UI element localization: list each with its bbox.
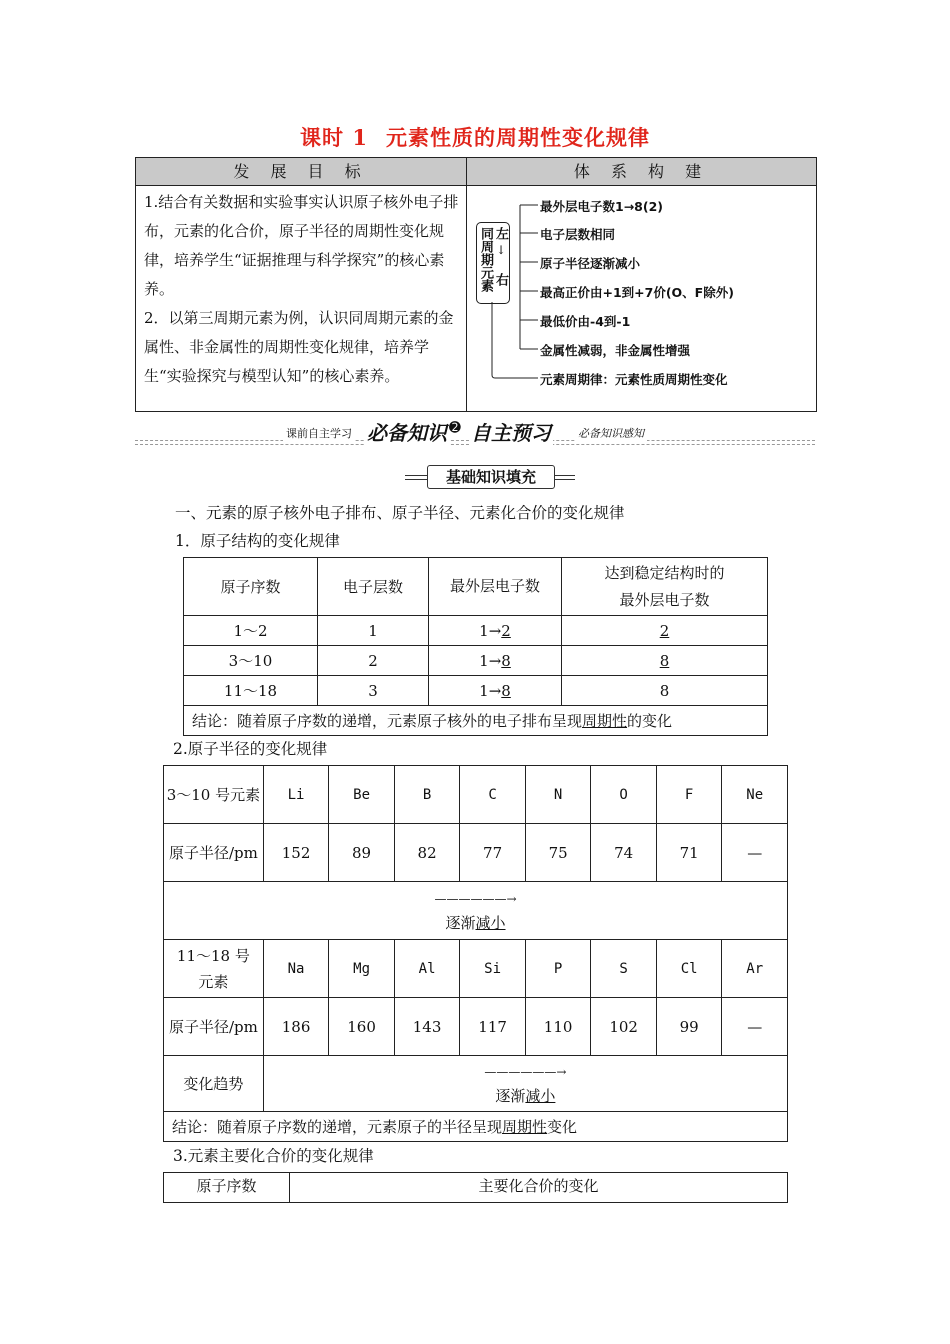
table-cell: 1 <box>318 616 429 646</box>
table-header: 达到稳定结构时的最外层电子数 <box>562 558 768 616</box>
element-cell: Si <box>460 940 526 998</box>
element-cell: Al <box>394 940 460 998</box>
valence-table <box>163 1172 788 1203</box>
table-cell: 3～10 <box>184 646 318 676</box>
value-cell: 143 <box>394 998 460 1056</box>
subheading-1: 1．原子结构的变化规律 <box>175 532 340 550</box>
conclusion: 结论：随着原子序数的递增，元素原子核外的电子排布呈现周期性的变化 <box>184 706 768 736</box>
table-row <box>184 706 768 736</box>
lesson-title: 元素性质的周期性变化规律 <box>385 125 650 150</box>
value-cell: 77 <box>460 824 526 882</box>
direction-bottom: 右 <box>493 273 508 286</box>
element-cell: O <box>591 766 657 824</box>
row-label: 变化趋势 <box>164 1056 264 1112</box>
value-cell: — <box>722 824 788 882</box>
table-row <box>164 882 788 940</box>
value-cell: 75 <box>525 824 591 882</box>
value-cell: 110 <box>525 998 591 1056</box>
table-cell: 3 <box>318 676 429 706</box>
table-cell: 2 <box>562 616 768 646</box>
branch-4: 最高正价由+1到+7价(O、F除外) <box>540 285 734 300</box>
heading-1: 一、元素的原子核外电子排布、原子半径、元素化合价的变化规律 <box>175 504 625 522</box>
value-cell: 102 <box>591 998 657 1056</box>
value-cell: 74 <box>591 824 657 882</box>
table-cell: 1→2 <box>429 616 562 646</box>
table-row <box>164 998 788 1056</box>
goal-item: 1.结合有关数据和实验事实认识原子核外电子排布，元素的化合价，原子半径的周期性变化规律，培养学生“证据推理与科学探究”的核心素养。 <box>144 193 459 298</box>
value-cell: 99 <box>656 998 722 1056</box>
table-header: 原子序数 <box>164 1173 290 1203</box>
table-header: 原子序数 <box>184 558 318 616</box>
subheading-3: 3.元素主要化合价的变化规律 <box>173 1147 374 1165</box>
row-label: 原子半径/pm <box>164 824 264 882</box>
element-cell: S <box>591 940 657 998</box>
element-cell: Ar <box>722 940 788 998</box>
value-cell: 82 <box>394 824 460 882</box>
value-cell: 117 <box>460 998 526 1056</box>
divider <box>466 158 467 411</box>
table-row <box>164 1056 788 1112</box>
branch-summary: 元素周期律：元素性质周期性变化 <box>540 372 728 387</box>
banner-main-right: 自主预习 <box>469 417 553 446</box>
trend-arrow: ——————→ <box>434 891 517 906</box>
table-cell: 1～2 <box>184 616 318 646</box>
direction-top: 左 <box>493 227 508 240</box>
table-cell: 2 <box>318 646 429 676</box>
element-cell: Mg <box>329 940 395 998</box>
value-cell: 186 <box>263 998 329 1056</box>
table-row <box>164 824 788 882</box>
conclusion: 结论：随着原子序数的递增，元素原子的半径呈现周期性变化 <box>164 1112 788 1142</box>
section-badge <box>405 465 575 487</box>
element-cell: F <box>656 766 722 824</box>
branch-2: 电子层数相同 <box>540 227 616 242</box>
goal-header-left: 发 展 目 标 <box>136 158 466 186</box>
table-cell: 8 <box>562 646 768 676</box>
element-cell: Be <box>329 766 395 824</box>
table-header: 主要化合价的变化 <box>290 1173 788 1203</box>
element-cell: C <box>460 766 526 824</box>
table-row <box>164 1112 788 1142</box>
table-header: 最外层电子数 <box>429 558 562 616</box>
banner-main-left: 必备知识 <box>365 417 449 446</box>
value-cell: 152 <box>263 824 329 882</box>
arrow-down-icon: ↓ <box>496 243 507 257</box>
trend-cell: ——————→ 逐渐减小 <box>263 1056 787 1112</box>
banner-right-small: 必备知识感知 <box>575 425 647 441</box>
branch-5: 最低价由-4到-1 <box>540 314 631 329</box>
branch-1: 最外层电子数1→8(2) <box>540 199 663 214</box>
element-cell: Na <box>263 940 329 998</box>
section-banner <box>135 417 815 447</box>
row-label: 11～18 号元素 <box>164 940 264 998</box>
table-cell: 11～18 <box>184 676 318 706</box>
element-cell: Ne <box>722 766 788 824</box>
table-cell: 8 <box>562 676 768 706</box>
value-cell: 89 <box>329 824 395 882</box>
table-header: 电子层数 <box>318 558 429 616</box>
row-label: 原子半径/pm <box>164 998 264 1056</box>
table-row <box>184 616 768 646</box>
diagram-box-label: 同周期元素 <box>478 227 493 292</box>
trend-cell: ——————→ 逐渐减小 <box>164 882 788 940</box>
value-cell: 160 <box>329 998 395 1056</box>
element-cell: Cl <box>656 940 722 998</box>
goal-item: 2．以第三周期元素为例，认识同周期元素的金属性、非金属性的周期性变化规律，培养学生“实验探究与模型认知”的核心素养。 <box>144 309 454 385</box>
bracket-lines <box>490 195 540 385</box>
atomic-structure-table <box>183 557 768 736</box>
lesson-number: 课时 1 <box>300 125 368 150</box>
value-cell: — <box>722 998 788 1056</box>
section-badge-label: 基础知识填充 <box>427 465 555 489</box>
element-cell: P <box>525 940 591 998</box>
table-row <box>184 676 768 706</box>
page-title <box>0 122 950 152</box>
element-cell: Li <box>263 766 329 824</box>
branch-6: 金属性减弱，非金属性增强 <box>540 343 691 358</box>
row-label: 3～10 号元素 <box>164 766 264 824</box>
table-row <box>164 766 788 824</box>
subheading-2: 2.原子半径的变化规律 <box>173 740 328 758</box>
table-row <box>184 646 768 676</box>
branch-3: 原子半径逐渐减小 <box>540 256 641 271</box>
goal-header-right: 体 系 构 建 <box>467 158 816 186</box>
trend-arrow: ——————→ <box>484 1064 567 1079</box>
banner-arrow-icon: ➋ <box>449 420 461 436</box>
table-cell: 1→8 <box>429 646 562 676</box>
table-cell: 1→8 <box>429 676 562 706</box>
element-cell: N <box>525 766 591 824</box>
goal-list <box>144 188 462 391</box>
atomic-radius-table <box>163 765 788 1142</box>
banner-left-small: 课前自主学习 <box>283 425 355 441</box>
value-cell: 71 <box>656 824 722 882</box>
element-cell: B <box>394 766 460 824</box>
table-row <box>164 940 788 998</box>
